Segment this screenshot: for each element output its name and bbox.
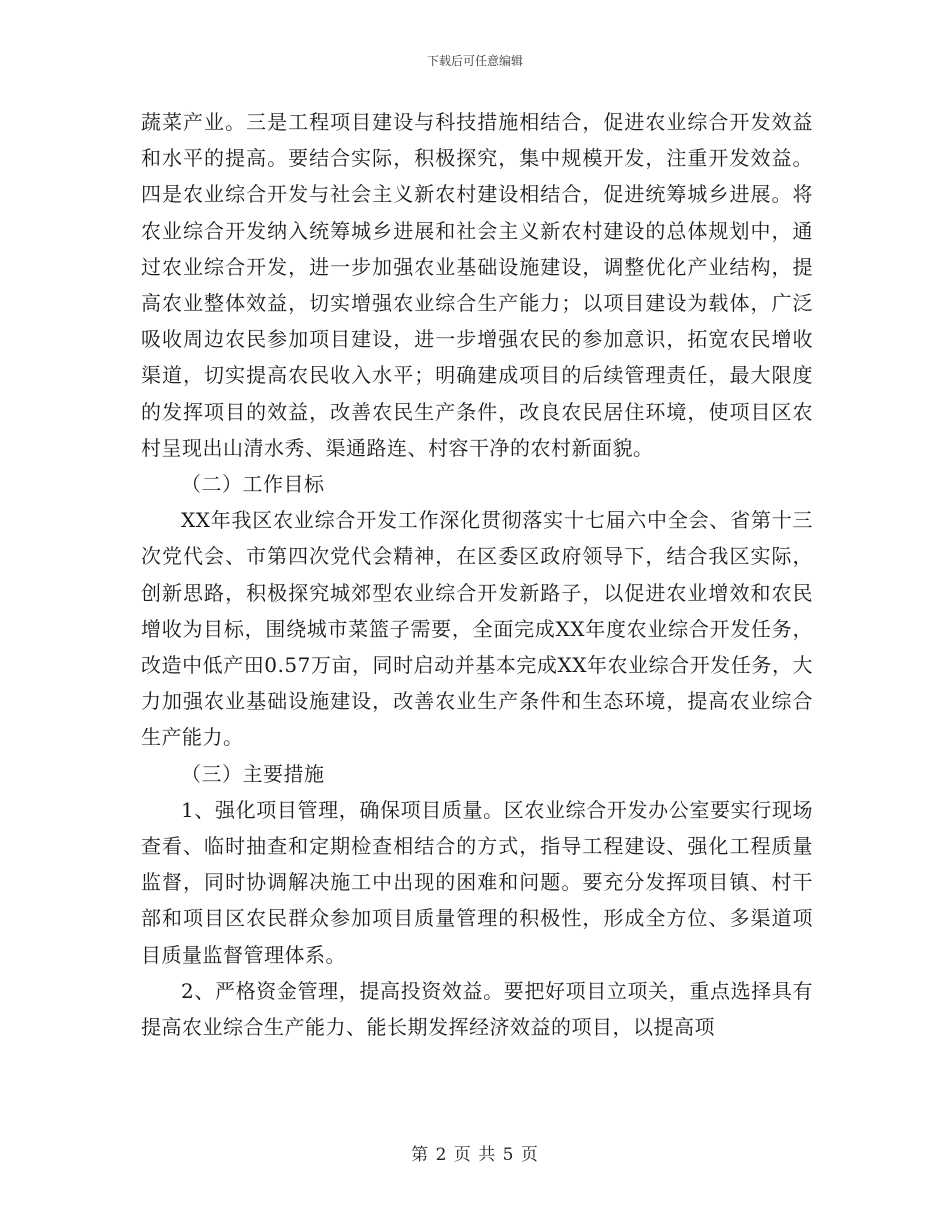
section-heading-main-measures: （三）主要措施 <box>181 761 325 786</box>
paragraph-continuation: 蔬菜产业。三是工程项目建设与科技措施相结合，促进农业综合开发效益和水平的提高。要结合实际，积极探究，集中规模开发，注重开发效益。四是农业综合开发与社会主义新农村建设相结合，促进统筹城乡进展。将农业综合开发纳入统筹城乡进展和社会主义新农村建设的总体规划中，通过农业综合开发，进一步加强农业基础设施建设，调整优化产业结构，提高农业整体效益，切实增强农业综合生产能力；以项目建设为载体，广泛吸收周边农民参加项目建设，进一步增强农民的参加意识，拓宽农民增收渠道，切实提高农民收入水平；明确建成项目的后续管理责任，最大限度的发挥项目的效益，改善农民生产条件，改良农民居住环境，使项目区农村呈现出山清水秀、渠通路连、村容干净的农村新面貌。 <box>141 110 813 460</box>
paragraph-measure-1: 1、强化项目管理，确保项目质量。区农业综合开发办公室要实行现场查看、临时抽查和定期检查相结合的方式，指导工程建设、强化工程质量监督，同时协调解决施工中出现的困难和问题。要充分发挥项目镇、村干部和项目区农民群众参加项目质量管理的积极性，形成全方位、多渠道项目质量监督管理体系。 <box>141 797 813 967</box>
document-body <box>141 104 813 1045</box>
section-heading-work-goals: （二）工作目标 <box>181 472 325 497</box>
paragraph-measure-2: 2、严格资金管理，提高投资效益。要把好项目立项关，重点选择具有提高农业综合生产能力、能长期发挥经济效益的项目，以提高项 <box>141 978 813 1040</box>
page-header-note: 下载后可任意编辑 <box>426 54 523 68</box>
page-number-footer: 第 2 页 共 5 页 <box>411 1145 539 1165</box>
paragraph-work-goals: XX年我区农业综合开发工作深化贯彻落实十七届六中全会、省第十三次党代会、市第四次党代会精神，在区委区政府领导下，结合我区实际，创新思路，积极探究城郊型农业综合开发新路子，以促进农业增效和农民增收为目标，围绕城市菜篮子需要，全面完成XX年度农业综合开发任务，改造中低产田0.57万亩，同时启动并基本完成XX年农业综合开发任务，大力加强农业基础设施建设，改善农业生产条件和生态环境，提高农业综合生产能力。 <box>141 508 813 750</box>
